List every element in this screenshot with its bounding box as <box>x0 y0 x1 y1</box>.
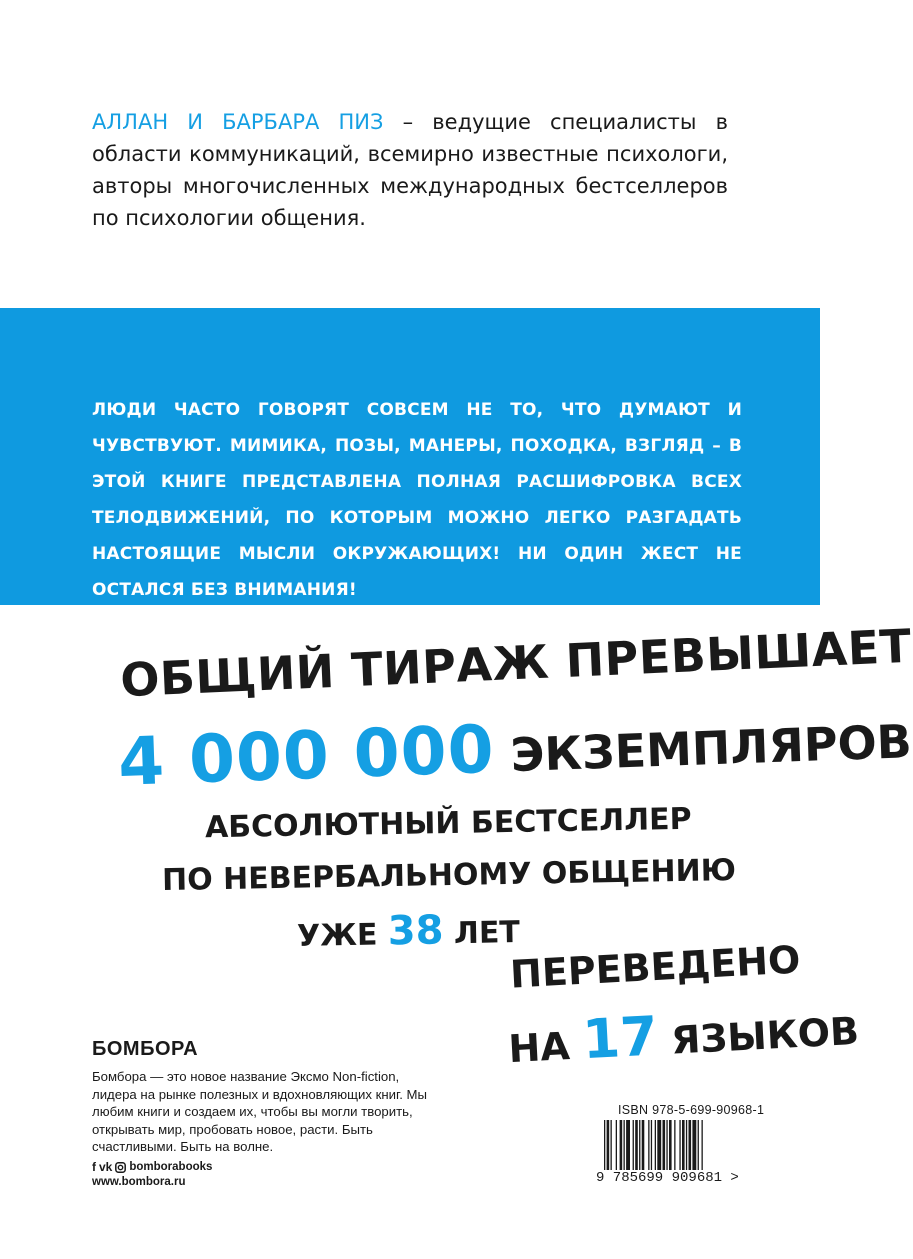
barcode-bar <box>620 1120 623 1176</box>
barcode-digits: 9 785699 909681 > <box>596 1170 739 1186</box>
barcode-bar <box>686 1120 687 1176</box>
bestseller-line1: АБСОЛЮТНЫЙ БЕСТСЕЛЛЕР <box>204 801 692 846</box>
barcode-bar <box>633 1120 634 1176</box>
years-number: 38 <box>387 907 444 955</box>
social-handle[interactable]: bomborabooks <box>129 1161 213 1173</box>
barcode-bar <box>692 1120 696 1176</box>
barcode-bar <box>651 1120 652 1176</box>
author-names: АЛЛАН И БАРБАРА ПИЗ <box>92 110 384 134</box>
book-description: ЛЮДИ ЧАСТО ГОВОРЯТ СОВСЕМ НЕ ТО, ЧТО ДУМАЮТ И ЧУВСТВУЮТ. МИМИКА, ПОЗЫ, МАНЕРЫ, ПОХОДКА, ВЗГЛЯД – В ЭТОЙ КНИГЕ ПРЕДСТАВЛЕНА ПОЛНАЯ РАСШИФРОВКА ВСЕХ ТЕЛОДВИЖЕНИЙ, ПО КОТОРЫМ МОЖНО ЛЕГКО РАЗГАДАТЬ НАСТОЯЩИЕ МЫСЛИ ОКРУЖАЮЩИХ! НИ ОДИН ЖЕСТ НЕ ОСТАЛСЯ БЕЗ ВНИМАНИЯ! <box>92 400 742 600</box>
barcode-bar <box>635 1120 638 1176</box>
publisher-description: Бомбора — это новое название Эксмо Non-fiction, лидера на рынке полезных и вдохновляющих книг. Мы любим книги и создаем их, чтобы вы могли творить, открывать мир, пробовать новое, расти. Быть счастливыми. Быть на волне. <box>92 1069 427 1154</box>
author-bio-text: – ведущие специалисты в области коммуникаций, всемирно известные психологи, авторы многочисленных международных бестселлеров по психологии общения. <box>92 110 729 230</box>
author-bio <box>92 106 728 234</box>
bestseller-line2: ПО НЕВЕРБАЛЬНОМУ ОБЩЕНИЮ <box>161 852 737 899</box>
barcode-bar <box>639 1120 640 1176</box>
years-suffix: ЛЕТ <box>453 915 521 952</box>
circulation-unit: ЭКЗЕМПЛЯРОВ <box>509 714 913 783</box>
social-links <box>92 1160 212 1174</box>
circulation-heading: ОБЩИЙ ТИРАЖ ПРЕВЫШАЕТ <box>119 618 913 708</box>
barcode-bar <box>698 1120 699 1176</box>
barcode-bar <box>648 1120 649 1176</box>
blue-band <box>0 308 820 605</box>
vk-icon[interactable]: vk <box>99 1160 113 1174</box>
barcode-bar <box>674 1120 675 1176</box>
instagram-icon[interactable] <box>115 1162 126 1173</box>
circulation-number: 4 000 000 <box>116 710 496 801</box>
facebook-icon[interactable]: f <box>92 1160 96 1174</box>
translated-prefix: НА <box>507 1023 571 1072</box>
barcode-bar <box>626 1120 630 1176</box>
publisher-website[interactable]: www.bombora.ru <box>92 1176 186 1188</box>
barcode-bar <box>689 1120 692 1176</box>
translated-suffix: ЯЗЫКОВ <box>669 1008 861 1063</box>
barcode-bar <box>657 1120 661 1176</box>
bestseller-years-line <box>297 906 521 956</box>
translated-line1: ПЕРЕВЕДЕНО <box>509 937 802 997</box>
barcode-bar <box>624 1120 625 1176</box>
translated-line2 <box>507 994 861 1075</box>
publisher-logo: БОМБОРА <box>92 1038 199 1060</box>
barcode-bar <box>669 1120 672 1176</box>
barcode-bar <box>611 1120 612 1176</box>
barcode-bar <box>666 1120 667 1176</box>
years-prefix: УЖЕ <box>296 917 378 954</box>
barcode-bar <box>682 1120 685 1176</box>
barcode-bar <box>642 1120 645 1176</box>
barcode-bar <box>616 1120 617 1176</box>
isbn-label: ISBN 978-5-699-90968-1 <box>618 1103 765 1117</box>
barcode-bar <box>663 1120 666 1176</box>
barcode-bar <box>679 1120 680 1176</box>
circulation-line <box>117 696 913 801</box>
languages-count: 17 <box>580 1004 660 1072</box>
